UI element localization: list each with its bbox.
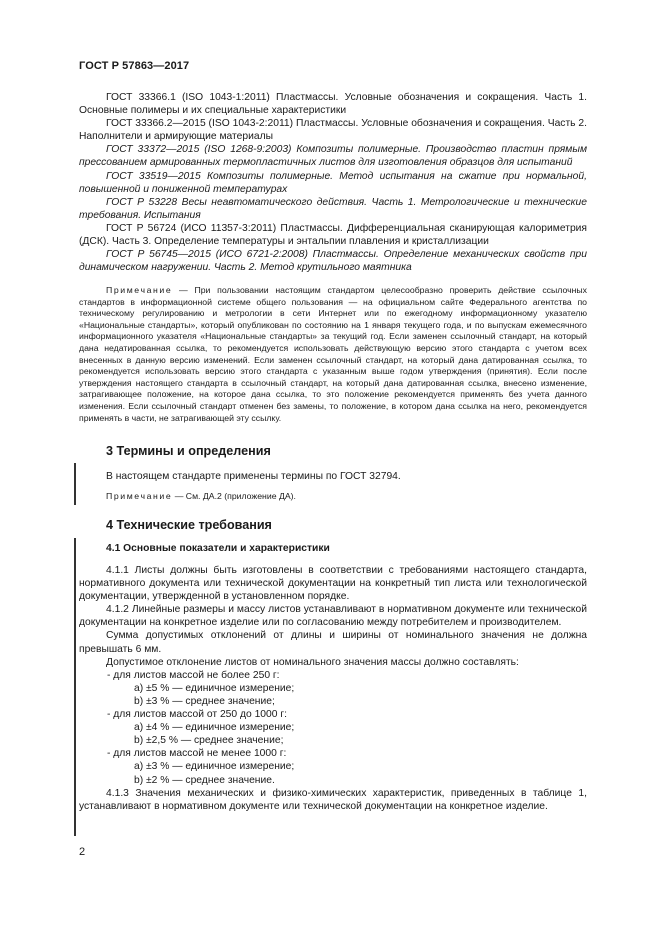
- ref-item: ГОСТ 33372—2015 (ISO 1268-9:2003) Композиты полимерные. Производство пластин прямым прессованием армированных термопластичных листов для изготовления образцов для испытаний: [79, 144, 587, 169]
- ref-item: ГОСТ Р 56724 (ИСО 11357-3:2011) Пластмассы. Дифференциальная сканирующая калориметрия (ДСК). Часть 3. Определение температуры и энтальпии плавления и кристаллизации: [79, 222, 587, 248]
- change-bar: [74, 463, 76, 505]
- list-subitem: а) ±3 % — единичное измерение;: [134, 761, 295, 773]
- note-label: Примечание: [106, 491, 173, 501]
- paragraph-mass-deviation: Допустимое отклонение листов от номинального значения массы должно составлять:: [106, 656, 519, 668]
- list-subitem: b) ±2,5 % — среднее значение;: [134, 735, 284, 747]
- section-3-title: 3 Термины и определения: [106, 444, 271, 458]
- note-text: — При пользовании настоящим стандартом целесообразно проверить действие ссылочных стандартов в информационной системе общего пользования — на официальном сайте Федерального агентства по техническому регулированию и метрологии в сети Интернет или по ежегодному информационному указателю «Национальные стандарты», который опубликован по состоянию на 1 января текущего года, и по выпускам ежемесячного информационного указателя «Национальные стандарты» за текущий год. Если заменен ссылочный стандарт, на который дана недатированная ссылка, то рекомендуется использовать действующую версию этого стандарта с учетом всех внесенных в данную версию изменений. Если заменен ссылочный стандарт, на который дана датированная ссылка, то рекомендуется использовать версию этого стандарта с указанным выше годом утверждения (принятия). Если после утверждения настоящего стандарта в ссылочный стандарт, на который дана датированная ссылка, внесено изменение, затрагивающее положение, на которое дана ссылка, то это положение рекомендуется применять без учета данного изменения. Если ссылочный стандарт отменен без замены, то положение, в котором дана ссылка на него, рекомендуется применять в части, не затрагивающей эту ссылку.: [79, 285, 587, 423]
- section-3-text: В настоящем стандарте применены термины по ГОСТ 32794.: [106, 471, 401, 482]
- section-3-body: [79, 470, 587, 483]
- list-item: - для листов массой не менее 1000 г:: [107, 748, 287, 760]
- section-4-body: [79, 564, 587, 813]
- ref-item: ГОСТ 33366.2—2015 (ISO 1043-2:2011) Пластмассы. Условные обозначения и сокращения. Часть 2. Наполнители и армирующие материалы: [79, 118, 587, 143]
- note-text: — См. ДА.2 (приложение ДА).: [172, 491, 296, 501]
- subsection-4-1-title: 4.1 Основные показатели и характеристики: [106, 543, 330, 554]
- section-3-note: [79, 491, 587, 503]
- page-number: 2: [79, 846, 86, 858]
- list-item: - для листов массой не более 250 г:: [107, 669, 280, 681]
- ref-item: ГОСТ 33366.1 (ISO 1043-1:2011) Пластмассы. Условные обозначения и сокращения. Часть 1. Основные полимеры и их специальные характеристики: [79, 92, 587, 117]
- document-header: ГОСТ Р 57863—2017: [79, 60, 190, 72]
- paragraph-4-1-2: 4.1.2 Линейные размеры и массу листов устанавливают в нормативном документе или технической документации на конкретное изделие или по согласованию между потребителем и производителем.: [79, 604, 587, 629]
- ref-item: ГОСТ 33519—2015 Композиты полимерные. Метод испытания на сжатие при нормальной, повышенной и пониженной температурах: [79, 170, 587, 195]
- normative-references: [79, 91, 587, 274]
- list-subitem: b) ±2 % — среднее значение.: [134, 774, 275, 786]
- paragraph-tolerance-sum: Сумма допустимых отклонений от длины и ширины от номинального значения не должна превышать 6 мм.: [79, 630, 587, 655]
- list-subitem: а) ±4 % — единичное измерение;: [134, 722, 295, 734]
- section-4-title: 4 Технические требования: [106, 518, 272, 532]
- ref-item: ГОСТ Р 53228 Весы неавтоматического действия. Часть 1. Метрологические и технические требования. Испытания: [79, 196, 587, 221]
- references-note: [79, 285, 587, 424]
- list-subitem: b) ±3 % — среднее значение;: [134, 695, 275, 707]
- paragraph-4-1-3: 4.1.3 Значения механических и физико-химических характеристик, приведенных в таблице 1, устанавливают в нормативном документе или технической документации на конкретное изделие.: [79, 787, 587, 812]
- note-label: Примечание: [106, 285, 173, 295]
- ref-item: ГОСТ Р 56745—2015 (ИСО 6721-2:2008) Пластмассы. Определение механических свойств при динамическом нагружении. Часть 2. Метод крутильного маятника: [79, 249, 587, 274]
- list-subitem: а) ±5 % — единичное измерение;: [134, 682, 295, 694]
- list-item: - для листов массой от 250 до 1000 г:: [107, 709, 287, 721]
- paragraph-4-1-1: 4.1.1 Листы должны быть изготовлены в соответствии с требованиями настоящего стандарта, нормативного документа или технической документации на конкретный тип листа или технологической документации, утвержденной в установленном порядке.: [79, 565, 587, 603]
- change-bar: [74, 538, 76, 836]
